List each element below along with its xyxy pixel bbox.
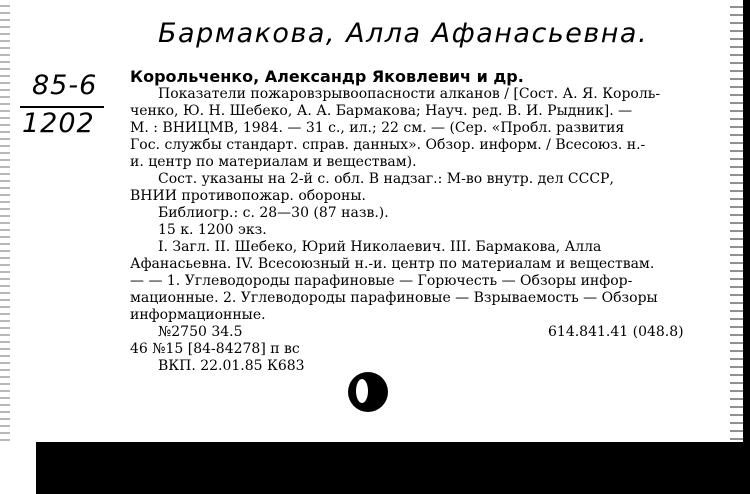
bibliography-note: Библиогр.: с. 28—30 (87 назв.).: [158, 205, 389, 221]
title-line: и. центр по материалам и веществам).: [130, 154, 417, 170]
price-circulation: 15 к. 1200 экз.: [158, 222, 267, 238]
right-edge-scan-noise: [730, 0, 743, 442]
handwritten-call-number-bottom: 1202: [22, 108, 95, 139]
tracing-line: Афанасьевна. IV. Всесоюзный н.-и. центр по материалам и веществам.: [130, 256, 655, 272]
tracing-line: — — 1. Углеводороды парафиновые — Горючесть — Обзоры инфор-: [130, 273, 633, 289]
title-line: Гос. службы стандарт. справ. данных». Обзор. информ. / Всесоюз. н.-: [130, 137, 646, 153]
udc-code: 614.841.41 (048.8): [548, 324, 684, 340]
tracing-line: мационные. 2. Углеводороды парафиновые — Взрываемость — Обзоры: [130, 290, 658, 306]
handwritten-call-number-top: 85-6: [32, 70, 98, 101]
tracing-line: I. Загл. II. Шебеко, Юрий Николаевич. III. Бармакова, Алла: [158, 239, 602, 255]
bottom-left-paper-strip: [0, 442, 36, 494]
tracing-line: информационные.: [130, 307, 266, 323]
vkp-line: ВКП. 22.01.85 К683: [158, 358, 305, 374]
punch-hole-stamp: [348, 372, 388, 412]
note-line: Сост. указаны на 2-й с. обл. В надзаг.: М-во внутр. дел СССР,: [158, 171, 614, 187]
catalog-number: №2750 34.5: [158, 324, 243, 340]
left-edge-scan-noise: [0, 0, 10, 442]
title-line: ченко, Ю. Н. Шебеко, А. А. Бармакова; Науч. ред. В. И. Рыдник]. —: [130, 103, 633, 119]
handwritten-author-name: Бармакова, Алла Афанасьевна.: [158, 18, 649, 49]
title-line: Показатели пожаровзрывоопасности алканов / [Сост. А. Я. Король-: [158, 86, 661, 102]
title-line: М. : ВНИЦМВ, 1984. — 31 с., ил.; 22 см. — (Сер. «Пробл. развития: [130, 120, 625, 136]
entry-heading: Корольченко, Александр Яковлевич и др.: [130, 67, 524, 86]
note-line: ВНИИ противопожар. обороны.: [130, 188, 366, 204]
registration-line: 46 №15 [84-84278] п вс: [130, 341, 300, 357]
punch-hole-highlight: [356, 379, 368, 403]
